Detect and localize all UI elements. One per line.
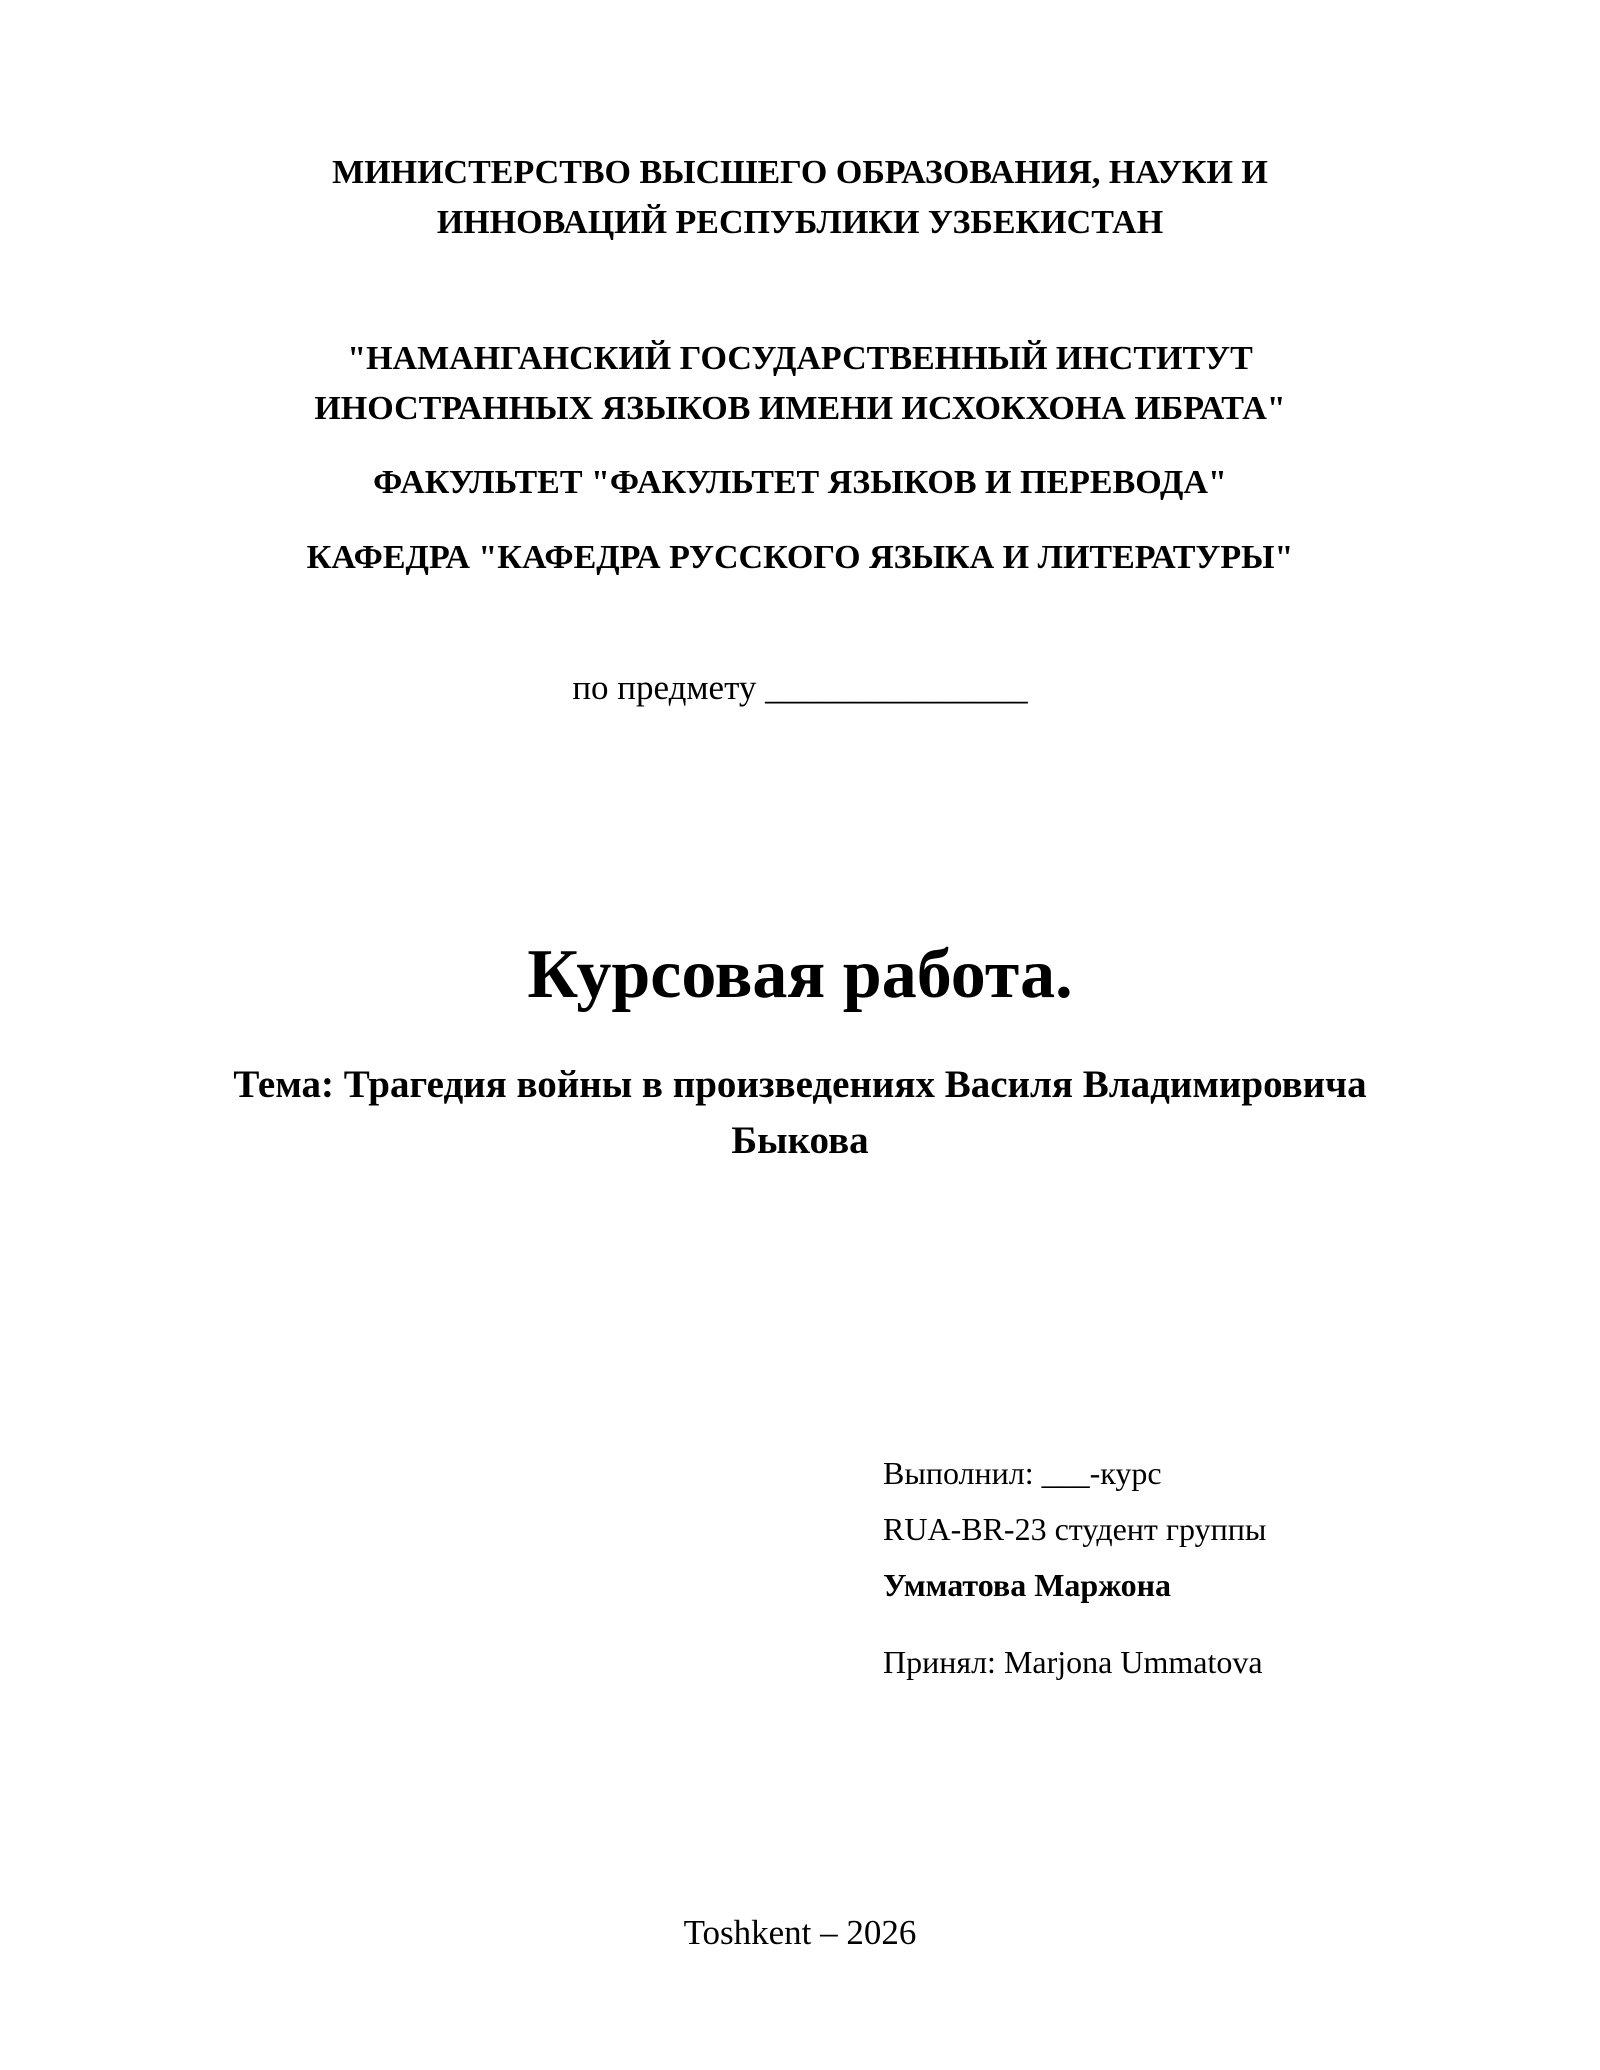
institute-heading-line-1: "НАМАНГАНСКИЙ ГОСУДАРСТВЕННЫЙ ИНСТИТУТ <box>347 340 1253 377</box>
ministry-heading <box>0 148 1600 248</box>
document-topic <box>170 1057 1430 1169</box>
city-year: Toshkent – 2026 <box>683 1913 917 1952</box>
document-title: Курсовая работа. <box>527 936 1073 1013</box>
accepted-by: Принял: Marjona Ummatova <box>883 1644 1263 1680</box>
document-topic-line-2: Быкова <box>731 1119 869 1162</box>
ministry-heading-line-1: МИНИСТЕРСТВО ВЫСШЕГО ОБРАЗОВАНИЯ, НАУКИ И <box>332 154 1268 191</box>
institute-heading-line-2: ИНОСТРАННЫХ ЯЗЫКОВ ИМЕНИ ИСХОКХОНА ИБРАТА" <box>314 390 1286 427</box>
student-group: RUA-BR-23 студент группы <box>883 1511 1267 1547</box>
department-heading: КАФЕДРА "КАФЕДРА РУССКОГО ЯЗЫКА И ЛИТЕРАТУРЫ" <box>306 539 1294 576</box>
completed-by: Выполнил: ___-курс <box>883 1455 1162 1491</box>
subject-line: по предмету _______________ <box>572 668 1028 707</box>
student-name: Умматова Маржона <box>883 1567 1172 1603</box>
ministry-heading-line-2: ИННОВАЦИЙ РЕСПУБЛИКИ УЗБЕКИСТАН <box>436 204 1164 241</box>
faculty-heading: ФАКУЛЬТЕТ "ФАКУЛЬТЕТ ЯЗЫКОВ И ПЕРЕВОДА" <box>373 464 1227 501</box>
document-topic-line-1: Тема: Трагедия войны в произведениях Василя Владимировича <box>233 1063 1367 1106</box>
institute-heading <box>0 334 1600 434</box>
